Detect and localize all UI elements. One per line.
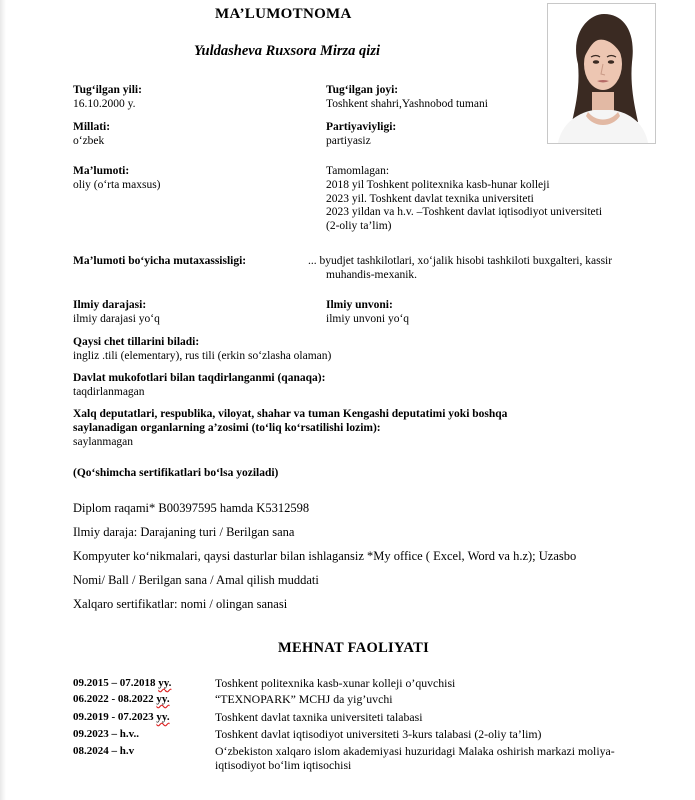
certificates-heading: (Qo‘shimcha sertifikatlari bo‘lsa yoziladi) bbox=[73, 467, 279, 479]
academic-title-value: ilmiy unvoni yo‘q bbox=[326, 312, 410, 325]
graduated-line: 2023 yildan va h.v. –Toshkent davlat iqtisodiyot universiteti bbox=[326, 206, 603, 219]
birth-place-value: Toshkent shahri,Yashnobod tumani bbox=[326, 97, 488, 110]
nationality-field bbox=[73, 121, 110, 149]
profile-photo bbox=[547, 3, 656, 144]
party-field bbox=[326, 121, 396, 149]
nationality-value: o‘zbek bbox=[73, 134, 105, 147]
work-entry-description: Toshkent politexnika kasb-xunar kolleji o’quvchisi bbox=[215, 676, 456, 690]
degree-field bbox=[73, 299, 160, 327]
work-entry-date: 09.2015 – 07.2018 yy. bbox=[73, 677, 172, 689]
academic-title-label: Ilmiy unvoni: bbox=[326, 299, 393, 311]
certificate-line: Ilmiy daraja: Darajaning turi / Berilgan sana bbox=[73, 525, 295, 539]
education-value: oliy (o‘rta maxsus) bbox=[73, 178, 161, 191]
work-section-heading: MEHNAT FAOLIYATI bbox=[278, 640, 430, 656]
work-entry-date: 09.2023 – h.v.. bbox=[73, 728, 140, 740]
page-edge bbox=[0, 0, 6, 800]
awards-field bbox=[73, 372, 325, 400]
deputy-value: saylanmagan bbox=[73, 435, 134, 448]
awards-label: Davlat mukofotlari bilan taqdirlanganmi (qanaqa): bbox=[73, 372, 326, 384]
portrait-image bbox=[548, 4, 655, 143]
deputy-field bbox=[73, 408, 507, 449]
certificate-line: Kompyuter ko‘nikmalari, qaysi dasturlar bilan ishlagansiz *My office ( Excel, Word va h.z); Uzasbo bbox=[73, 549, 577, 563]
work-entry-description: Toshkent davlat taxnika universiteti talabasi bbox=[215, 710, 423, 724]
deputy-label-line: Xalq deputatlari, respublika, viloyat, shahar va tuman Kengashi deputatimi yoki boshqa bbox=[73, 408, 508, 420]
work-entry-date: 09.2019 - 07.2023 yy. bbox=[73, 711, 170, 723]
birth-year-field bbox=[73, 84, 142, 112]
languages-label: Qaysi chet tillarini biladi: bbox=[73, 336, 200, 348]
languages-field bbox=[73, 336, 331, 364]
work-entry-date: 08.2024 – h.v bbox=[73, 745, 135, 757]
certificate-line: Diplom raqami* B00397595 hamda K5312598 bbox=[73, 501, 310, 515]
graduated-line: (2-oliy ta’lim) bbox=[326, 220, 392, 233]
birth-year-value: 16.10.2000 y. bbox=[73, 97, 136, 110]
work-entry-description: Toshkent davlat iqtisodiyot universiteti 3-kurs talabasi (2-oliy ta’lim) bbox=[215, 727, 542, 741]
specialty-label: Ma’lumoti bo‘yicha mutaxassisligi: bbox=[73, 255, 247, 267]
graduated-label: Tamomlagan: bbox=[326, 165, 390, 177]
certificate-line: Nomi/ Ball / Berilgan sana / Amal qilish muddati bbox=[73, 573, 319, 587]
awards-value: taqdirlanmagan bbox=[73, 385, 145, 398]
work-entry-description: “TEXNOPARK” MCHJ da yig’uvchi bbox=[215, 692, 393, 706]
graduated-line: 2023 yil. Toshkent davlat texnika universiteti bbox=[326, 192, 534, 205]
specialty-line: ... byudjet tashkilotlari, xo‘jalik hisobi tashkiloti buxgalteri, kassir bbox=[308, 255, 613, 267]
academic-title-field bbox=[326, 299, 409, 327]
party-label: Partiyaviyligi: bbox=[326, 121, 397, 133]
work-entry-description: O‘zbekiston xalqaro islom akademiyasi huzuridagi Malaka oshirish markazi moliya-iqtisodiyot bo‘lim iqtisochisi bbox=[215, 744, 615, 772]
languages-value: ingliz .tili (elementary), rus tili (erkin so‘zlasha olaman) bbox=[73, 349, 332, 362]
education-field bbox=[73, 165, 161, 193]
degree-value: ilmiy darajasi yo‘q bbox=[73, 312, 160, 325]
birth-place-label: Tug‘ilgan joyi: bbox=[326, 84, 399, 96]
specialty-line: muhandis-mexanik. bbox=[326, 268, 418, 281]
graduated-line: 2018 yil Toshkent politexnika kasb-hunar kolleji bbox=[326, 178, 550, 191]
document-title: MA’LUMOTNOMA bbox=[215, 6, 352, 22]
birth-place-field bbox=[326, 84, 488, 112]
education-label: Ma’lumoti: bbox=[73, 165, 130, 177]
certificate-line: Xalqaro sertifikatlar: nomi / olingan sanasi bbox=[73, 597, 288, 611]
person-full-name: Yuldasheva Ruxsora Mirza qizi bbox=[194, 43, 381, 59]
birth-year-label: Tug‘ilgan yili: bbox=[73, 84, 142, 96]
deputy-label-line: saylanadigan organlarning a’zosimi (to‘liq ko‘rsatilishi lozim): bbox=[73, 421, 381, 434]
graduated-field bbox=[326, 165, 602, 234]
party-value: partiyasiz bbox=[326, 134, 371, 147]
work-entry-date: 06.2022 - 08.2022 yy. bbox=[73, 693, 170, 705]
specialty-value bbox=[308, 255, 612, 283]
degree-label: Ilmiy darajasi: bbox=[73, 299, 147, 311]
nationality-label: Millati: bbox=[73, 121, 111, 133]
